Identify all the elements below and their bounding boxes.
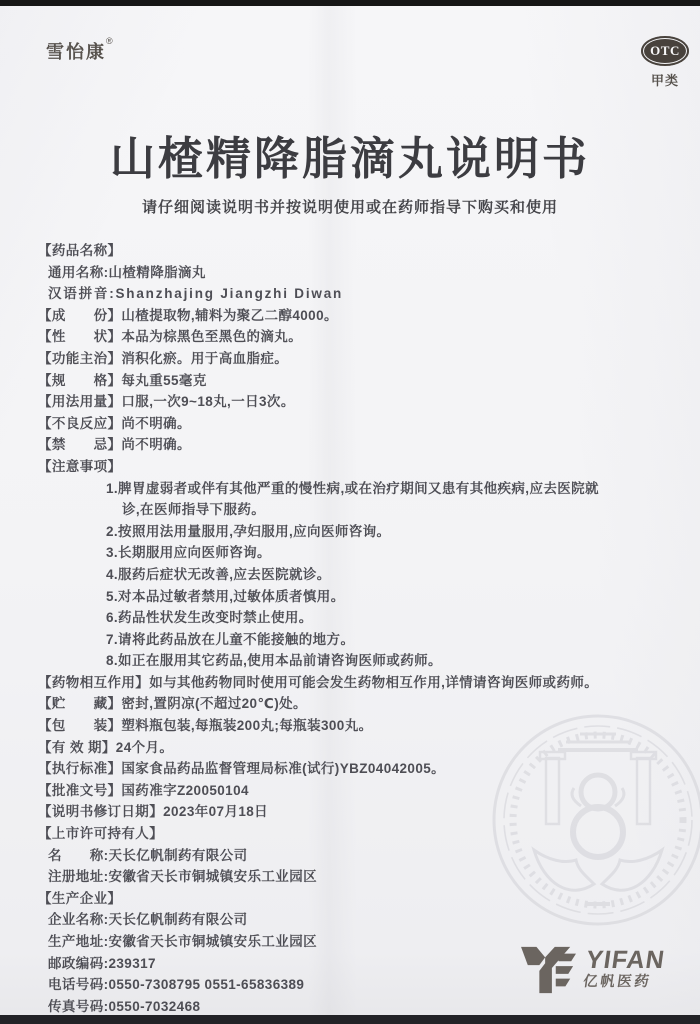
spec-line-postal-code: 邮政编码:239317	[48, 955, 156, 971]
spec-line-adverse-reactions: 【不良反应】尚不明确。	[38, 415, 191, 431]
document-subtitle: 请仔细阅读说明书并按说明使用或在药师指导下购买和使用	[141, 200, 558, 216]
spec-line-contraindications: 【禁 忌】尚不明确。	[38, 437, 191, 453]
spec-line-indications: 【功能主治】消积化瘀。用于高血脂症。	[38, 350, 289, 366]
yifan-logo-en: YIFAN	[584, 946, 667, 975]
spec-line-precautions-header: 【注意事项】	[38, 458, 122, 474]
spec-line-standard: 【执行标准】国家食品药品监督管理局标准(试行)YBZ04042005。	[38, 761, 446, 777]
document-title: 山楂精降脂滴丸说明书	[109, 134, 590, 184]
spec-line-holder-name: 名 称:天长亿帆制药有限公司	[48, 847, 248, 863]
spec-line-note-6: 6.药品性状发生改变时禁止使用。	[106, 610, 313, 626]
spec-line-note-3: 3.长期服用应向医师咨询。	[106, 545, 271, 561]
spec-line-note-1: 1.脾胃虚弱者或伴有其他严重的慢性病,或在治疗期间又患有其他疾病,应去医院就	[106, 480, 599, 496]
spec-line-revision-date: 【说明书修订日期】2023年07月18日	[38, 804, 269, 820]
yifan-logo-cn: 亿帆医药	[582, 974, 653, 991]
spec-line-license-holder-header: 【上市许可持有人】	[38, 826, 164, 842]
spec-line-phone-numbers: 电话号码:0550-7308795 0551-65836389	[48, 977, 305, 993]
spec-line-pinyin: 汉语拼音:Shanzhajing Jiangzhi Diwan	[48, 286, 344, 302]
yifan-logo-text	[582, 948, 666, 990]
spec-line-character: 【性 状】本品为棕黑色至黑色的滴丸。	[38, 329, 303, 345]
spec-line-packaging: 【包 装】塑料瓶包装,每瓶装200丸;每瓶装300丸。	[38, 718, 373, 734]
spec-line-approval-number: 【批准文号】国药准字Z20050104	[38, 782, 249, 798]
spec-line-dosage: 【用法用量】口服,一次9~18丸,一日3次。	[38, 394, 295, 410]
otc-badge	[641, 36, 689, 66]
spec-line-note-2: 2.按照用法用量服用,孕妇服用,应向医师咨询。	[106, 523, 391, 539]
spec-line-generic-name: 通用名称:山楂精降脂滴丸	[48, 264, 206, 280]
spec-line-note-8: 8.如正在服用其它药品,使用本品前请咨询医师或药师。	[106, 653, 442, 669]
spec-line-fax-number: 传真号码:0550-7032468	[48, 998, 201, 1014]
spec-line-company-name: 企业名称:天长亿帆制药有限公司	[48, 912, 248, 928]
spec-line-holder-address: 注册地址:安徽省天长市铜城镇安乐工业园区	[48, 869, 317, 885]
spec-line-note-5: 5.对本品过敏者禁用,过敏体质者慎用。	[106, 588, 345, 604]
spec-line-manufacturer-header: 【生产企业】	[38, 890, 122, 906]
spec-line-drug-name-header: 【药品名称】	[38, 243, 122, 258]
spec-line-drug-interactions: 【药物相互作用】如与其他药物同时使用可能会发生药物相互作用,详情请咨询医师或药师。	[38, 674, 599, 690]
registered-trademark-icon: ®	[106, 36, 115, 46]
spec-line-production-address: 生产地址:安徽省天长市铜城镇安乐工业园区	[48, 934, 317, 949]
otc-badge-label: OTC	[650, 43, 680, 58]
spec-line-strength: 【规 格】每丸重55毫克	[38, 372, 207, 388]
spec-line-ingredients: 【成 份】山楂提取物,辅料为聚乙二醇4000。	[38, 307, 338, 323]
spec-line-shelf-life: 【有 效 期】24个月。	[38, 739, 174, 755]
spec-line-note-7: 7.请将此药品放在儿童不能接触的地方。	[106, 631, 355, 647]
photo-edge-bottom	[0, 1015, 700, 1024]
photo-edge-top	[0, 0, 700, 6]
spec-line-note-4: 4.服药后症状无改善,应去医院就诊。	[106, 566, 331, 582]
brand-name: 雪怡康	[46, 42, 106, 62]
yifan-logo-mark-icon	[520, 942, 578, 996]
spec-body	[38, 240, 678, 1017]
spec-line-note-1-cont: 诊,在医师指导下服药。	[122, 502, 266, 518]
yifan-logo	[520, 942, 667, 996]
otc-class-label: 甲类	[650, 73, 679, 88]
spec-line-storage: 【贮 藏】密封,置阴凉(不超过20℃)处。	[38, 696, 307, 712]
brand-logo	[46, 38, 115, 64]
